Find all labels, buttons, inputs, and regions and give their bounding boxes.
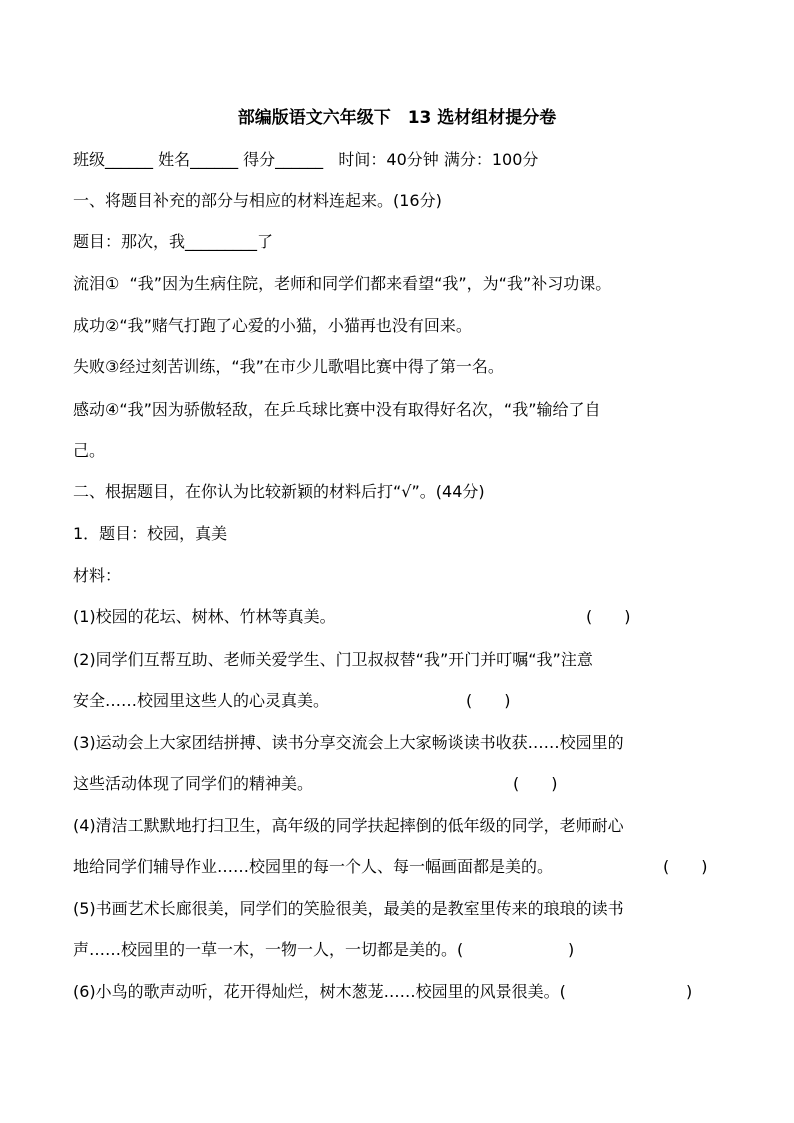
section1-item-3: 失败③经过刻苦训练，“我”在市少儿歌唱比赛中得了第一名。 [73,357,504,376]
answer-blank-4[interactable]: ( ) [663,857,708,876]
material-4-cont: 地给同学们辅导作业……校园里的每一个人、每一幅画面都是美的。 [73,857,554,876]
section2-heading: 二、根据题目，在你认为比较新颖的材料后打“√”。(44分) [73,482,485,501]
answer-blank-2[interactable]: ( ) [466,691,511,710]
page-title: 部编版语文六年级下 13 选材组材提分卷 [237,108,557,128]
section1-item-1: 流泪① “我”因为生病住院，老师和同学们都来看望“我”，为“我”补习功课。 [73,274,612,293]
section1-item-4-cont: 己。 [73,441,106,460]
material-5-cont: 声……校园里的一草一木，一物一人，一切都是美的。( [73,940,464,959]
section1-item-2: 成功②“我”赌气打跑了心爱的小猫，小猫再也没有回来。 [73,316,472,335]
material-4: (4)清洁工默默地打扫卫生，高年级的同学扶起摔倒的低年级的同学，老师耐心 [73,816,624,835]
material-5: (5)书画艺术长廊很美，同学们的笑脸很美，最美的是教室里传来的琅琅的读书 [73,899,624,918]
question-1-title: 1．题目：校园，真美 [73,524,228,543]
material-3: (3)运动会上大家团结拼搏、读书分享交流会上大家畅谈读书收获……校园里的 [73,733,624,752]
info-line: 班级______ 姓名______ 得分______ 时间：40分钟 满分：100分 [73,150,539,169]
material-2-cont: 安全……校园里这些人的心灵真美。 [73,691,330,710]
section1-heading: 一、将题目补充的部分与相应的材料连起来。(16分) [73,191,442,210]
section1-prompt: 题目：那次，我_________了 [73,232,274,251]
materials-label: 材料： [73,566,122,585]
answer-blank-5[interactable]: ) [536,940,575,959]
material-3-cont: 这些活动体现了同学们的精神美。 [73,774,314,793]
answer-blank-3[interactable]: ( ) [513,774,558,793]
material-6: (6)小鸟的歌声动听，花开得灿烂，树木葱茏……校园里的风景很美。( [73,982,566,1001]
answer-blank-6[interactable]: ) [654,982,693,1001]
section1-item-4: 感动④“我”因为骄傲轻敌，在乒乓球比赛中没有取得好名次，“我”输给了自 [73,400,601,419]
material-1: (1)校园的花坛、树林、竹林等真美。 [73,607,336,626]
answer-blank-1[interactable]: ( ) [586,607,631,626]
material-2: (2)同学们互帮互助、老师关爱学生、门卫叔叔替“我”开门并叮嘱“我”注意 [73,650,593,669]
